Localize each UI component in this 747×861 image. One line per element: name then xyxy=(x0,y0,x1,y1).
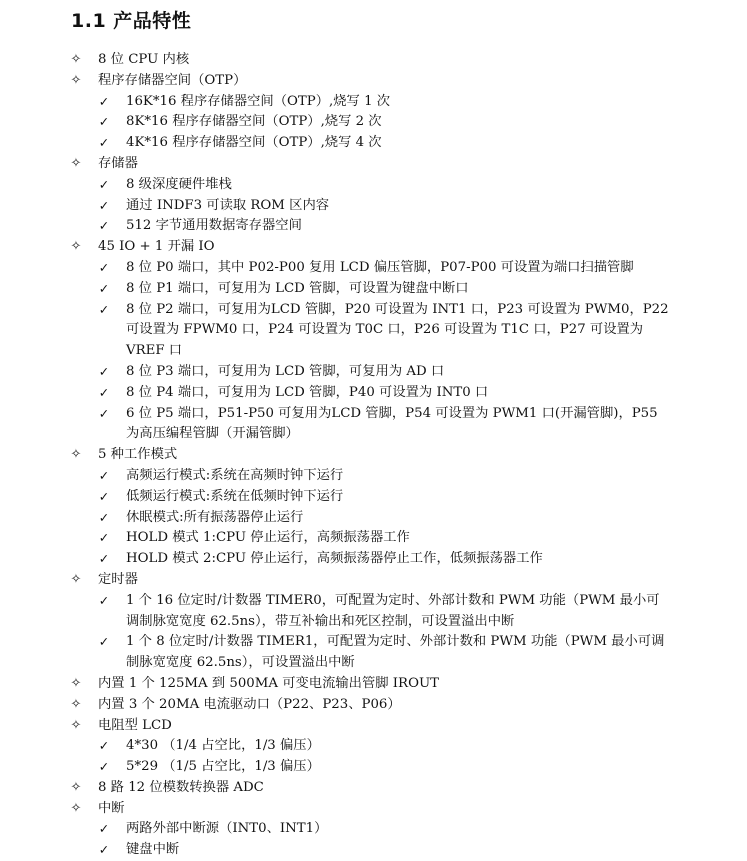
feature-subitem-text: 键盘中断 xyxy=(126,842,180,858)
feature-item-text: 内置 1 个 125MA 到 500MA 可变电流输出管脚 IROUT xyxy=(98,675,440,691)
diamond-outline-bullet-icon: ✧ xyxy=(70,696,82,712)
feature-item xyxy=(0,50,747,71)
feature-subitem-text: HOLD 模式 2:CPU 停止运行，高频振荡器停止工作，低频振荡器工作 xyxy=(126,551,543,567)
feature-subitem-text: 8 位 P4 端口，可复用为 LCD 管脚，P40 可设置为 INT0 口 xyxy=(126,384,489,400)
feature-item-text: 程序存储器空间（OTP） xyxy=(98,72,247,88)
feature-item xyxy=(0,445,747,466)
checkmark-bullet-icon: ✓ xyxy=(98,405,110,421)
feature-subitem xyxy=(0,549,747,570)
feature-subitem xyxy=(0,216,747,237)
feature-subitem xyxy=(0,279,747,300)
feature-subitem-text: 低频运行模式:系统在低频时钟下运行 xyxy=(126,488,344,504)
feature-item xyxy=(0,570,747,591)
feature-item xyxy=(0,154,747,175)
diamond-outline-bullet-icon: ✧ xyxy=(70,571,82,587)
feature-subitem xyxy=(0,92,747,113)
feature-subitem xyxy=(0,736,747,757)
feature-subitem xyxy=(0,404,747,446)
checkmark-bullet-icon: ✓ xyxy=(98,93,110,109)
feature-subitem-text: 高频运行模式:系统在高频时钟下运行 xyxy=(126,467,344,483)
feature-subitem xyxy=(0,258,747,279)
feature-subitem xyxy=(0,112,747,133)
feature-item-text: 电阻型 LCD xyxy=(98,717,172,733)
feature-item xyxy=(0,695,747,716)
feature-item-text: 5 种工作模式 xyxy=(98,447,178,463)
feature-item-text: 8 位 CPU 内核 xyxy=(98,52,190,67)
checkmark-bullet-icon: ✓ xyxy=(98,197,110,213)
checkmark-bullet-icon: ✓ xyxy=(98,176,110,192)
feature-subitem-text: 8 位 P2 端口，可复用为LCD 管脚，P20 可设置为 INT1 口，P23 可设置为 PWM0，P22 可设置为 FPWM0 口，P24 可设置为 T0C 口，P26 可设置为 T1C 口，P27 可设置为 VREF 口 xyxy=(126,301,669,359)
feature-subitem xyxy=(0,466,747,487)
feature-subitem xyxy=(0,175,747,196)
feature-subitem-text: 通过 INDF3 可读取 ROM 区内容 xyxy=(126,197,330,213)
feature-subitem-text: 1 个 8 位定时/计数器 TIMER1，可配置为定时、外部计数和 PWM 功能（PWM 最小可调制脉宽宽度 62.5ns），可设置溢出中断 xyxy=(126,634,665,671)
diamond-outline-bullet-icon: ✧ xyxy=(70,155,82,171)
diamond-outline-bullet-icon: ✧ xyxy=(70,779,82,795)
feature-item xyxy=(0,237,747,258)
checkmark-bullet-icon: ✓ xyxy=(98,842,110,858)
feature-subitem-text: 16K*16 程序存储器空间（OTP）,烧写 1 次 xyxy=(126,93,391,109)
feature-subitem xyxy=(0,591,747,633)
checkmark-bullet-icon: ✓ xyxy=(98,530,110,546)
feature-subitem-text: HOLD 模式 1:CPU 停止运行，高频振荡器工作 xyxy=(126,530,410,546)
feature-subitem xyxy=(0,362,747,383)
feature-subitem xyxy=(0,632,747,674)
checkmark-bullet-icon: ✓ xyxy=(98,738,110,754)
feature-item-text: 定时器 xyxy=(98,571,138,587)
feature-subitem xyxy=(0,383,747,404)
checkmark-bullet-icon: ✓ xyxy=(98,363,110,379)
diamond-outline-bullet-icon: ✧ xyxy=(70,675,82,691)
diamond-outline-bullet-icon: ✧ xyxy=(70,72,82,88)
feature-subitem-text: 两路外部中断源（INT0、INT1） xyxy=(126,821,328,837)
feature-subitem xyxy=(0,757,747,778)
checkmark-bullet-icon: ✓ xyxy=(98,488,110,504)
feature-subitem-text: 4*30 （1/4 占空比，1/3 偏压） xyxy=(126,738,320,754)
feature-subitem-text: 6 位 P5 端口，P51-P50 可复用为LCD 管脚，P54 可设置为 PWM1 口(开漏管脚)，P55 为高压编程管脚（开漏管脚） xyxy=(126,405,658,442)
feature-subitem-text: 8 位 P3 端口，可复用为 LCD 管脚，可复用为 AD 口 xyxy=(126,363,445,379)
checkmark-bullet-icon: ✓ xyxy=(98,467,110,483)
diamond-outline-bullet-icon: ✧ xyxy=(70,239,82,255)
feature-subitem xyxy=(0,528,747,549)
checkmark-bullet-icon: ✓ xyxy=(98,634,110,650)
feature-subitem-text: 休眠模式:所有振荡器停止运行 xyxy=(126,509,304,525)
feature-subitem-text: 512 字节通用数据寄存器空间 xyxy=(126,218,302,234)
feature-item-text: 内置 3 个 20MA 电流驱动口（P22、P23、P06） xyxy=(98,696,401,712)
checkmark-bullet-icon: ✓ xyxy=(98,821,110,837)
feature-subitem-text: 1 个 16 位定时/计数器 TIMER0，可配置为定时、外部计数和 PWM 功能（PWM 最小可调制脉宽宽度 62.5ns），带互补输出和死区控制，可设置溢出中断 xyxy=(126,592,660,629)
feature-subitem xyxy=(0,487,747,508)
feature-item-text: 存储器 xyxy=(98,155,138,171)
feature-item xyxy=(0,71,747,92)
feature-subitem xyxy=(0,508,747,529)
feature-subitem-text: 8 位 P1 端口，可复用为 LCD 管脚，可设置为键盘中断口 xyxy=(126,280,469,296)
feature-item-text: 中断 xyxy=(98,800,125,816)
feature-subitem-text: 8K*16 程序存储器空间（OTP）,烧写 2 次 xyxy=(126,114,382,130)
feature-subitem xyxy=(0,133,747,154)
feature-subitem xyxy=(0,819,747,840)
feature-item xyxy=(0,674,747,695)
feature-item-text: 45 IO + 1 开漏 IO xyxy=(98,239,215,255)
section-title: 1.1 产品特性 xyxy=(71,10,192,32)
feature-subitem-text: 4K*16 程序存储器空间（OTP）,烧写 4 次 xyxy=(126,135,382,151)
checkmark-bullet-icon: ✓ xyxy=(98,114,110,130)
feature-list xyxy=(0,50,747,861)
checkmark-bullet-icon: ✓ xyxy=(98,759,110,775)
diamond-outline-bullet-icon: ✧ xyxy=(70,447,82,463)
feature-subitem-text: 8 位 P0 端口，其中 P02-P00 复用 LCD 偏压管脚，P07-P00 可设置为端口扫描管脚 xyxy=(126,259,634,275)
checkmark-bullet-icon: ✓ xyxy=(98,592,110,608)
checkmark-bullet-icon: ✓ xyxy=(98,384,110,400)
diamond-outline-bullet-icon: ✧ xyxy=(70,717,82,733)
checkmark-bullet-icon: ✓ xyxy=(98,218,110,234)
diamond-outline-bullet-icon: ✧ xyxy=(70,800,82,816)
feature-subitem-text: 5*29 （1/5 占空比，1/3 偏压） xyxy=(126,759,320,775)
feature-item-text: 8 路 12 位模数转换器 ADC xyxy=(98,779,264,795)
checkmark-bullet-icon: ✓ xyxy=(98,280,110,296)
checkmark-bullet-icon: ✓ xyxy=(98,551,110,567)
diamond-outline-bullet-icon: ✧ xyxy=(70,52,82,67)
feature-subitem xyxy=(0,196,747,217)
checkmark-bullet-icon: ✓ xyxy=(98,135,110,151)
checkmark-bullet-icon: ✓ xyxy=(98,509,110,525)
feature-item xyxy=(0,716,747,737)
feature-subitem-text: 8 级深度硬件堆栈 xyxy=(126,176,232,192)
feature-item xyxy=(0,799,747,820)
checkmark-bullet-icon: ✓ xyxy=(98,259,110,275)
feature-subitem xyxy=(0,300,747,362)
feature-item xyxy=(0,778,747,799)
feature-subitem xyxy=(0,840,747,861)
checkmark-bullet-icon: ✓ xyxy=(98,301,110,317)
